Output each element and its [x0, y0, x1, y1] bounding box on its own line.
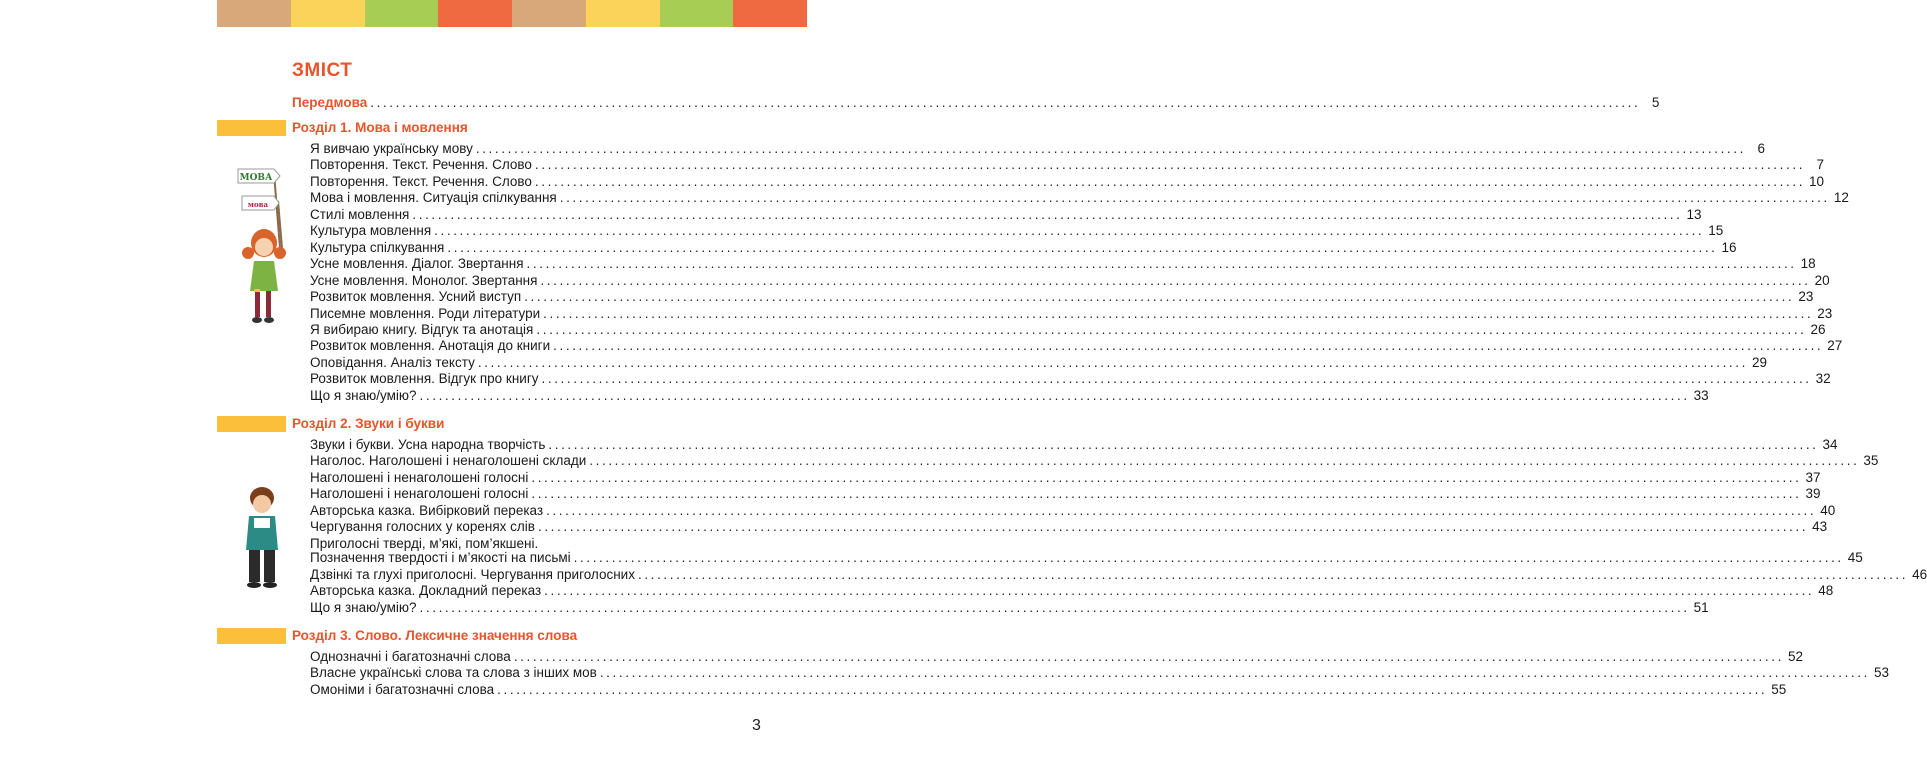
stripe [733, 0, 807, 27]
toc-entry[interactable] [310, 387, 1709, 404]
toc-entry-page: 51 [1693, 599, 1709, 615]
toc-entry-page: 29 [1751, 354, 1767, 370]
toc-entry-title: Стилі мовлення [310, 206, 410, 222]
dot-leader: ........................................................................................................................................................................................................ [524, 289, 1795, 305]
dot-leader: ........................................................................................................................................................................................................ [412, 206, 1683, 222]
toc-entry-page: 45 [1847, 550, 1863, 565]
stripe [438, 0, 512, 27]
toc-entry[interactable] [310, 469, 1821, 486]
toc-entry-title: Авторська казка. Докладний переказ [310, 583, 542, 599]
section-heading-3 [217, 628, 578, 644]
toc-entry[interactable] [310, 354, 1767, 371]
dot-leader: ........................................................................................................................................................................................................ [548, 437, 1819, 452]
toc-entry-title-line1: Приголосні тверді, м’які, пом’якшені. [310, 536, 539, 551]
dot-leader: ........................................................................................................................................................................................................ [434, 223, 1705, 239]
toc-entry[interactable] [310, 255, 1816, 272]
toc-entry-title: Наголос. Наголошені і ненаголошені склади [310, 453, 587, 469]
toc-entry-title: Наголошені і ненаголошені голосні [310, 469, 529, 485]
toc-entry-title: Омоніми і багатозначні слова [310, 681, 495, 697]
toc-entry-page: 23 [1798, 289, 1814, 305]
toc-entry-title: Повторення. Текст. Речення. Слово [310, 157, 532, 173]
toc-entry[interactable] [310, 321, 1826, 338]
toc-entry[interactable] [310, 140, 1765, 157]
toc-entry-title: Що я знаю/умію? [310, 387, 417, 403]
toc-entry-page: 27 [1827, 338, 1843, 354]
section-heading-label: Розділ 2. Звуки і букви [292, 416, 445, 431]
toc-entry-title: Повторення. Текст. Речення. Слово [310, 173, 532, 189]
toc-entry-page: 43 [1812, 519, 1828, 535]
toc-entry-page: 20 [1814, 272, 1830, 288]
toc-entry[interactable] [310, 305, 1833, 322]
dot-leader: ........................................................................................................................................................................................................ [553, 338, 1824, 354]
dot-leader: ........................................................................................................................................................................................................ [513, 649, 1784, 664]
toc-entry[interactable] [310, 664, 1889, 681]
stripe [660, 0, 734, 27]
dot-leader: ........................................................................................................................................................................................................ [526, 256, 1797, 272]
toc-entry[interactable] [310, 173, 1825, 190]
toc-entry-title: Культура мовлення [310, 223, 432, 239]
toc-entry-title: Дзвінкі та глухі приголосні. Чергування приголосних [310, 567, 635, 582]
toc-entry-page: 40 [1820, 502, 1836, 518]
toc-entry[interactable] [310, 502, 1836, 519]
sign-text-big: МОВА [239, 173, 273, 183]
toc-entry[interactable] [310, 370, 1831, 387]
section-heading-label: Розділ 1. Мова і мовлення [292, 120, 468, 135]
dot-leader: ........................................................................................................................................................................................................ [497, 681, 1768, 697]
toc-entry-title: Авторська казка. Вибірковий переказ [310, 502, 544, 518]
toc-entry[interactable] [310, 582, 1834, 599]
toc-entry[interactable] [310, 436, 1838, 453]
toc-entry-page: 6 [1757, 141, 1765, 156]
section-heading-2 [217, 416, 537, 432]
dot-leader: ........................................................................................................................................................................................................ [419, 387, 1690, 403]
toc-entry-title: Писемне мовлення. Роди літератури [310, 305, 541, 321]
dot-leader: ........................................................................................................................................................................................................ [543, 305, 1814, 321]
section-heading-label: Розділ 3. Слово. Лексичне значення слова [292, 628, 578, 643]
dot-leader: ........................................................................................................................................................................................................ [447, 239, 1718, 255]
toc-entry-title: Розвиток мовлення. Усний виступ [310, 289, 522, 305]
toc-entry-page: 46 [1912, 567, 1927, 582]
toc-entry-page: 53 [1873, 665, 1889, 681]
dot-leader: ........................................................................................................................................................................................................ [477, 354, 1748, 370]
toc-entry-preface[interactable] [292, 94, 1660, 111]
toc-entry-page: 16 [1721, 239, 1737, 255]
dot-leader: ........................................................................................................................................................................................................ [540, 272, 1811, 288]
toc-entry-page: 10 [1809, 173, 1825, 189]
section-heading-1 [217, 120, 537, 136]
toc-entry-title: Звуки і букви. Усна народна творчість [310, 437, 546, 452]
toc-entry-page: 13 [1686, 206, 1702, 222]
toc-entry[interactable] [310, 222, 1724, 239]
dot-leader: ........................................................................................................................................................................................................ [559, 190, 1830, 206]
toc-entry-title: Я вибираю книгу. Відгук та анотація [310, 321, 534, 337]
toc-entry-page: 12 [1833, 190, 1849, 206]
toc-title: ЗМІСТ [292, 60, 353, 81]
toc-entry-page: 15 [1708, 223, 1724, 239]
dot-leader: ........................................................................................................................................................................................................ [370, 95, 1641, 110]
toc-entry-page: 48 [1818, 583, 1834, 599]
toc-entry-title: Оповідання. Аналіз тексту [310, 354, 475, 370]
stripe [365, 0, 439, 27]
toc-entry-title: Культура спілкування [310, 239, 445, 255]
sign-text-small: мова [247, 200, 269, 209]
toc-entry-page: 5 [1651, 95, 1660, 110]
toc-entry-page: 32 [1815, 371, 1831, 387]
dot-leader: ........................................................................................................................................................................................................ [419, 599, 1690, 615]
dot-leader: ........................................................................................................................................................................................................ [536, 321, 1807, 337]
toc-entry-title: Однозначні і багатозначні слова [310, 649, 511, 664]
girl-with-sign-illustration [236, 163, 298, 325]
dot-leader: ........................................................................................................................................................................................................ [531, 469, 1802, 485]
section-marker-bar [217, 120, 286, 136]
toc-entry-page: 7 [1816, 157, 1825, 173]
toc-entry-page: 37 [1805, 469, 1821, 485]
dot-leader: ........................................................................................................................................................................................................ [573, 550, 1844, 565]
stripe [217, 0, 291, 27]
toc-entry-title: Позначення твердості і м’якості на письмі [310, 550, 571, 565]
dot-leader: ........................................................................................................................................................................................................ [599, 665, 1870, 681]
dot-leader: ........................................................................................................................................................................................................ [534, 173, 1806, 189]
dot-leader: ........................................................................................................................................................................................................ [589, 453, 1860, 469]
dot-leader: ........................................................................................................................................................................................................ [531, 486, 1802, 502]
toc-entry-title: Власне українські слова та слова з інших мов [310, 665, 597, 681]
toc-entry[interactable] [310, 566, 1927, 583]
toc-entry-title: Усне мовлення. Монолог. Звертання [310, 272, 538, 288]
toc-entry-title: Мова і мовлення. Ситуація спілкування [310, 190, 557, 206]
toc-entry[interactable] [310, 156, 1825, 173]
toc-entry[interactable] [310, 599, 1709, 616]
toc-entry[interactable] [310, 452, 1879, 469]
toc-entry-page: 52 [1787, 649, 1803, 664]
stripe [586, 0, 660, 27]
toc-entry[interactable] [310, 485, 1821, 502]
toc-entry[interactable] [310, 288, 1814, 305]
toc-entry[interactable] [310, 681, 1787, 698]
toc-entry[interactable] [310, 206, 1702, 223]
toc-entry-title: Розвиток мовлення. Відгук про книгу [310, 371, 539, 387]
toc-entry-page: 18 [1800, 256, 1816, 272]
toc-entry-page: 26 [1810, 321, 1826, 337]
toc-entry[interactable] [310, 337, 1843, 354]
dot-leader: ........................................................................................................................................................................................................ [544, 583, 1815, 599]
toc-entry[interactable] [310, 239, 1737, 256]
toc-entry-page: 34 [1822, 437, 1838, 452]
toc-entry[interactable] [310, 648, 1803, 665]
toc-entry-title: Наголошені і ненаголошені голосні [310, 486, 529, 502]
toc-entry[interactable] [310, 189, 1849, 206]
header-color-stripes [217, 0, 807, 27]
page-number: 3 [752, 717, 761, 734]
toc-entry-page: 55 [1771, 681, 1787, 697]
stripe [512, 0, 586, 27]
toc-entry-title: Що я знаю/умію? [310, 599, 417, 615]
dot-leader: ........................................................................................................................................................................................................ [537, 519, 1809, 535]
toc-entry-title: Чергування голосних у коренях слів [310, 519, 535, 535]
section-marker-bar [217, 416, 286, 432]
toc-entry-page: 33 [1693, 387, 1709, 403]
dot-leader: ........................................................................................................................................................................................................ [541, 371, 1812, 387]
dot-leader: ........................................................................................................................................................................................................ [637, 567, 1909, 582]
section-marker-bar [217, 628, 286, 644]
dot-leader: ........................................................................................................................................................................................................ [534, 157, 1806, 173]
dot-leader: ........................................................................................................................................................................................................ [546, 502, 1817, 518]
toc-entry[interactable] [310, 549, 1863, 566]
toc-entry-title: Передмова [292, 95, 368, 110]
toc-entry[interactable] [310, 518, 1828, 535]
toc-entry-title: Розвиток мовлення. Анотація до книги [310, 338, 551, 354]
stripe [291, 0, 365, 27]
dot-leader: ........................................................................................................................................................................................................ [475, 141, 1746, 156]
toc-entry-page: 35 [1863, 453, 1879, 469]
toc-entry-page: 39 [1805, 486, 1821, 502]
toc-entry[interactable] [310, 272, 1830, 289]
boy-illustration [240, 486, 286, 590]
toc-entry-title: Усне мовлення. Діалог. Звертання [310, 256, 524, 272]
toc-entry-title: Я вивчаю українську мову [310, 141, 473, 156]
toc-entry-page: 23 [1817, 305, 1833, 321]
